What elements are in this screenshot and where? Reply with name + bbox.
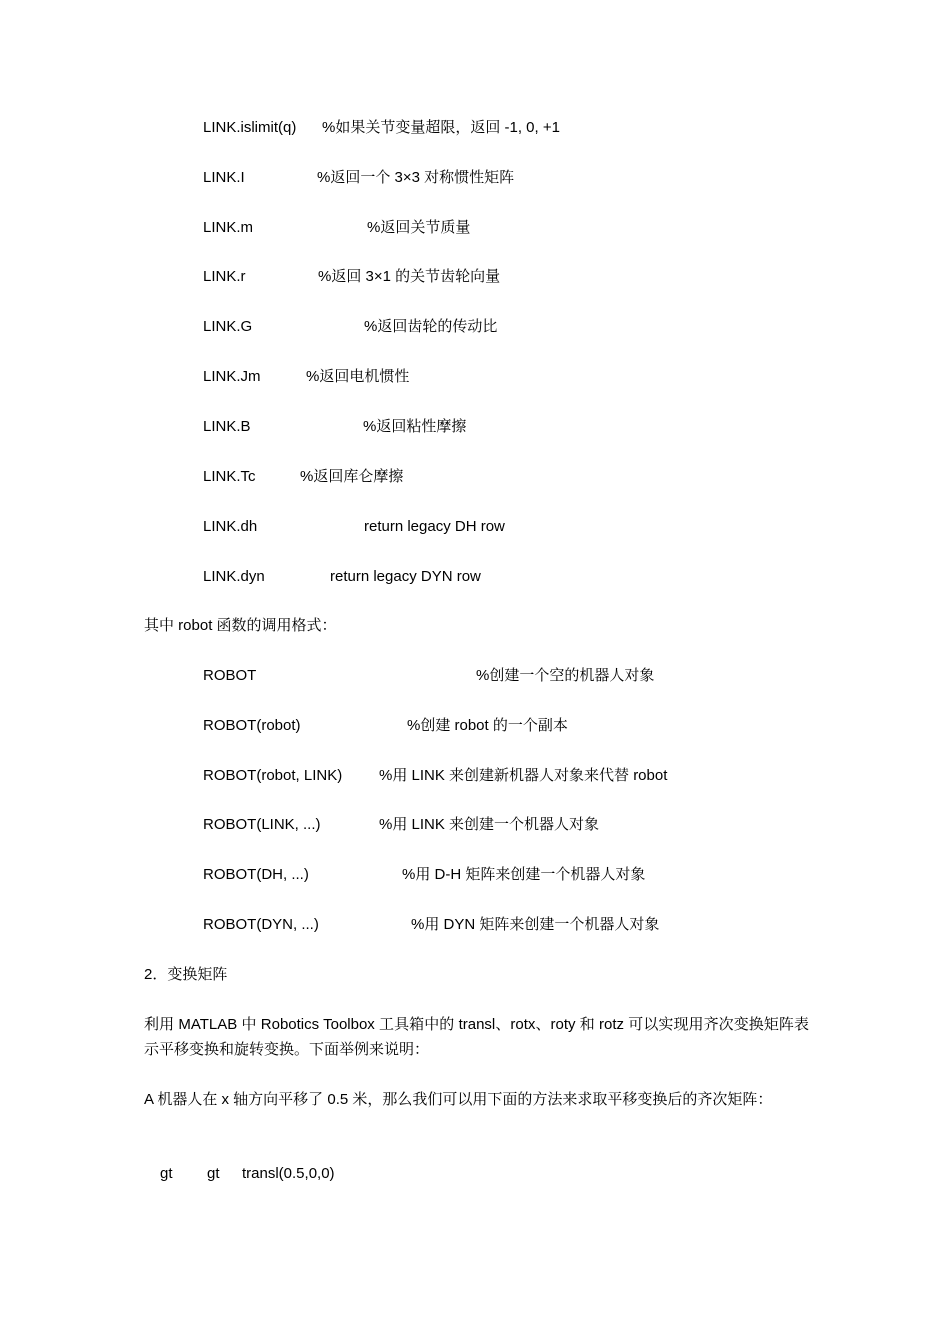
link-method-name: LINK.dh [203, 518, 258, 535]
link-method-desc: return legacy DYN row [330, 568, 481, 585]
robot-method-name: ROBOT(DH, ...) [203, 866, 309, 883]
link-method-desc: %返回一个 3×3 对称惯性矩阵 [317, 169, 515, 186]
robot-method-name: ROBOT(robot) [203, 717, 301, 734]
robot-method-desc: %创建 robot 的一个副本 [407, 717, 568, 734]
robot-method-desc: %创建一个空的机器人对象 [476, 667, 655, 684]
robot-intro-text: 其中 robot 函数的调用格式： [144, 617, 337, 634]
link-method-desc: %返回关节质量 [367, 219, 471, 236]
robot-method-desc: %用 LINK 来创建一个机器人对象 [379, 816, 600, 833]
robot-method-desc: %用 D-H 矩阵来创建一个机器人对象 [402, 866, 646, 883]
link-method-desc: %返回粘性摩擦 [363, 418, 467, 435]
link-method-name: LINK.G [203, 318, 253, 335]
link-method-desc: %返回齿轮的传动比 [364, 318, 498, 335]
robot-method-name: ROBOT [203, 667, 257, 684]
robot-method-name: ROBOT(DYN, ...) [203, 916, 319, 933]
code-token: gt [207, 1165, 220, 1182]
link-method-name: LINK.Tc [203, 468, 256, 485]
link-method-desc: %返回库仑摩擦 [300, 468, 404, 485]
link-method-desc: %返回电机惯性 [306, 368, 410, 385]
body-paragraph: A 机器人在 x 轴方向平移了 0.5 米，那么我们可以用下面的方法来求取平移变换后的齐次矩阵： [144, 1091, 773, 1108]
link-method-desc: %如果关节变量超限，返回 -1, 0, +1 [322, 119, 560, 136]
robot-method-name: ROBOT(robot, LINK) [203, 767, 343, 784]
link-method-name: LINK.Jm [203, 368, 261, 385]
code-token: gt [160, 1165, 173, 1182]
link-method-name: LINK.I [203, 169, 245, 186]
link-method-name: LINK.r [203, 268, 246, 285]
section-heading: 2．变换矩阵 [144, 966, 228, 983]
link-method-name: LINK.m [203, 219, 254, 236]
link-method-name: LINK.islimit(q) [203, 119, 297, 136]
robot-method-desc: %用 LINK 来创建新机器人对象来代替 robot [379, 767, 668, 784]
body-paragraph: 利用 MATLAB 中 Robotics Toolbox 工具箱中的 transl、rotx、roty 和 rotz 可以实现用齐次变换矩阵表示平移变换和旋转变换。下面举例来说明： [144, 1016, 809, 1058]
robot-method-name: ROBOT(LINK, ...) [203, 816, 321, 833]
link-method-desc: %返回 3×1 的关节齿轮向量 [318, 268, 501, 285]
link-method-name: LINK.B [203, 418, 251, 435]
link-method-name: LINK.dyn [203, 568, 265, 585]
robot-method-desc: %用 DYN 矩阵来创建一个机器人对象 [411, 916, 660, 933]
code-expression: transl(0.5,0,0) [242, 1165, 335, 1182]
link-method-desc: return legacy DH row [364, 518, 505, 535]
